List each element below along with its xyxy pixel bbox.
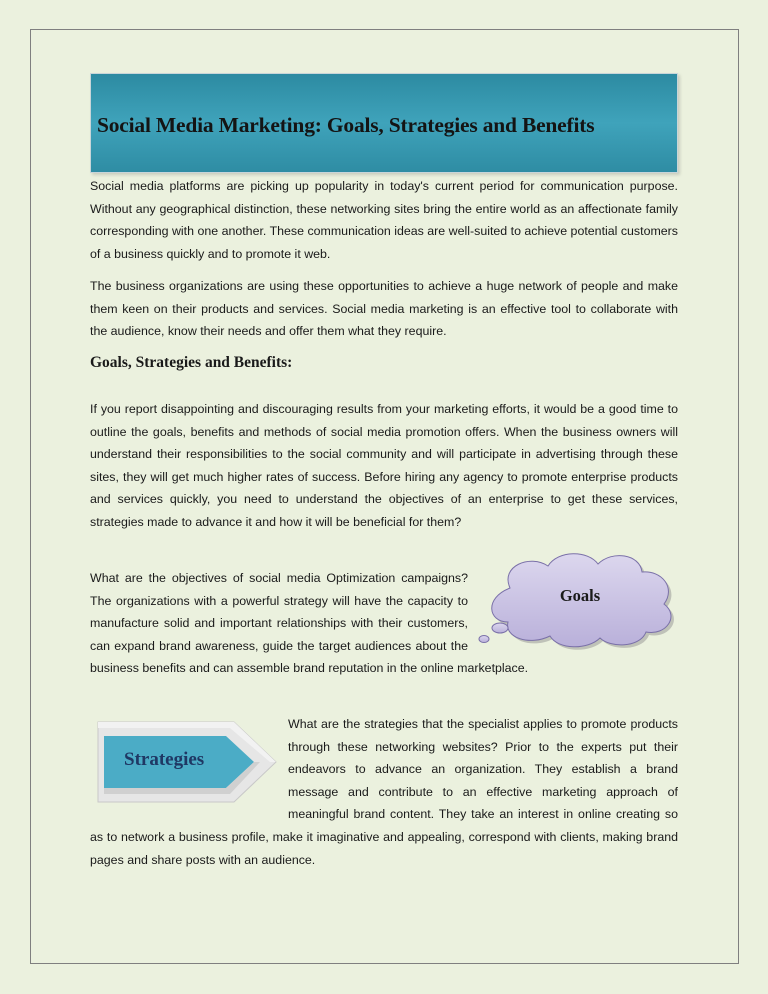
goals-cloud <box>470 548 685 653</box>
goals-label: Goals <box>559 586 601 605</box>
section-heading: Goals, Strategies and Benefits: <box>90 354 293 371</box>
intro-paragraph-1: Social media platforms are picking up popularity in today's current period for communication purpose. Without any geographical distinction, these networking sites bring the entire world as an affectionate family corresponding with one another. These communication ideas are well-suited to achieve potential customers of a business quickly and to promote it web. <box>90 179 678 261</box>
goals-paragraph: What are the objectives of social media Optimization campaigns? The organizations with a powerful strategy will have the capacity to manufacture solid and important relationships with their customers, can expand brand awareness, guide the target audiences about the business benefits and can assemble brand reputation in the online marketplace. <box>90 571 529 676</box>
intro-paragraph-2: The business organizations are using these opportunities to achieve a huge network of people and make them keen on their products and services. Social media marketing is an effective tool to collaborate with the audience, know their needs and offer them what they require. <box>90 279 678 339</box>
strategies-label: Strategies <box>124 749 205 770</box>
strategies-paragraph: What are the strategies that the specialist applies to promote products through these networking websites? Prior to the experts put their endeavors to advance an organization. They establish a brand message and contribute to an effective marketing approach of meaningful brand content. They take an interest in online creating so as to network a business profile, make it imaginative and appealing, correspond with clients, making brand pages and share posts with an audience. <box>90 717 678 867</box>
section-paragraph: If you report disappointing and discouraging results from your marketing efforts, it would be a good time to outline the goals, benefits and methods of social media promotion offers. When the business owners will understand their responsibilities to the social community and will participate in advertising through these sites, they will get much higher rates of success. Before hiring any agency to promote enterprise products and services quickly, you need to understand the objectives of an enterprise to get these services, strategies made to advance it and how it will be beneficial for them? <box>90 402 678 529</box>
document-title: Social Media Marketing: Goals, Strategies and Benefits <box>97 113 595 137</box>
title-banner <box>90 73 678 173</box>
strategies-arrow <box>94 718 278 806</box>
